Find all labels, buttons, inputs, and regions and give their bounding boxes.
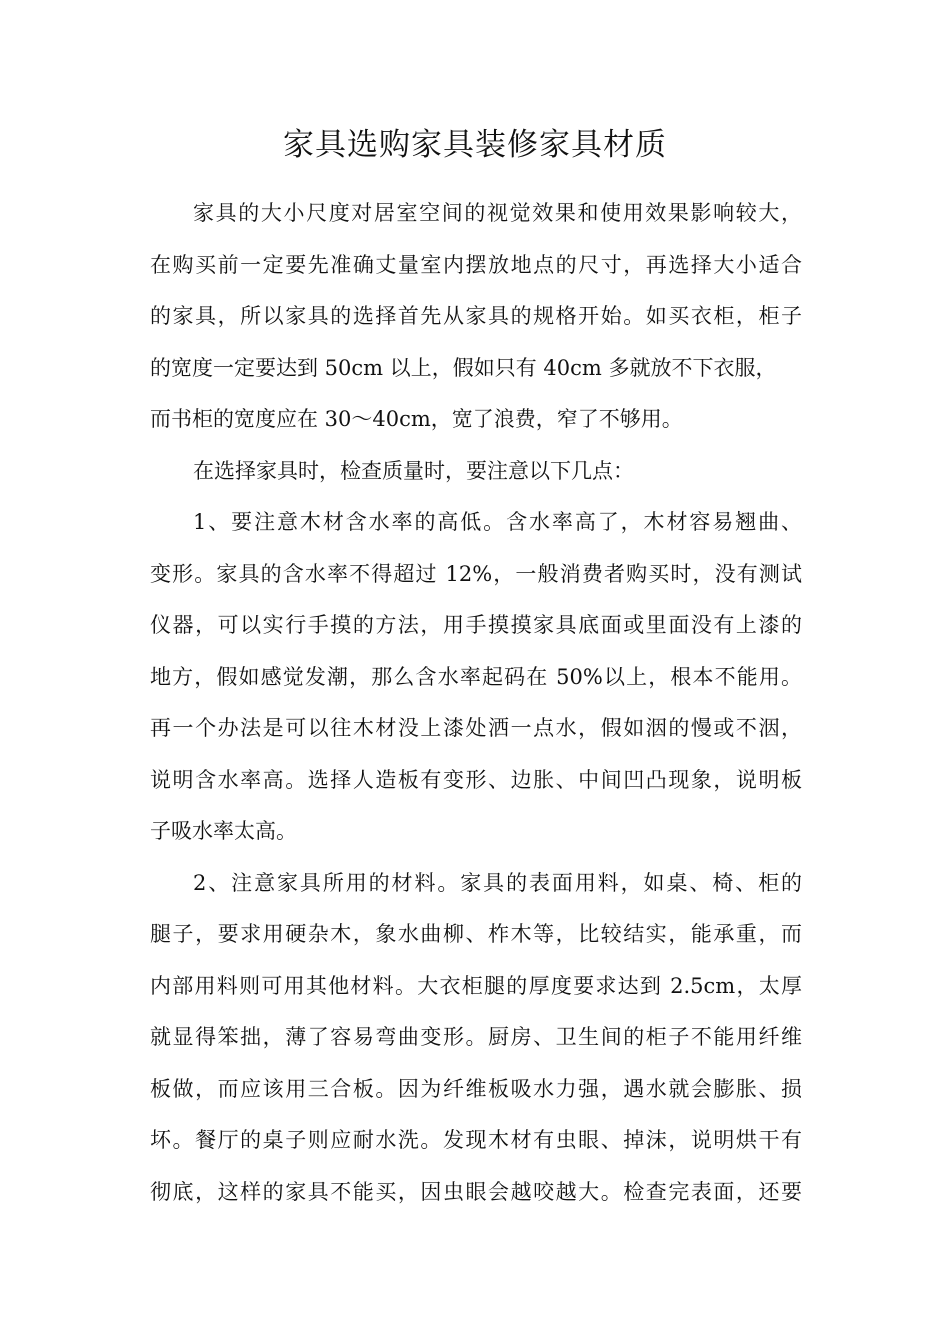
body-line: 而书柜的宽度应在 30～40cm，宽了浪费，窄了不够用。 (150, 407, 683, 431)
body-line: 腿子，要求用硬杂木，象水曲柳、柞木等，比较结实，能承重，而 (150, 922, 802, 946)
body-line: 子吸水率太高。 (150, 819, 297, 843)
body-line: 仪器，可以实行手摸的方法，用手摸摸家具底面或里面没有上漆的 (150, 613, 802, 637)
document-title: 家具选购家具装修家具材质 (283, 127, 667, 163)
body-line: 在选择家具时，检查质量时，要注意以下几点： (193, 458, 634, 483)
body-line: 变形。家具的含水率不得超过 12%，一般消费者购买时，没有测试 (150, 561, 802, 586)
body-line: 家具的大小尺度对居室空间的视觉效果和使用效果影响较大， (193, 201, 802, 225)
body-line: 再一个办法是可以往木材没上漆处洒一点水，假如洇的慢或不洇， (150, 716, 802, 740)
body-line: 地方，假如感觉发潮，那么含水率起码在 50%以上，根本不能用。 (150, 664, 802, 689)
body-line: 说明含水率高。选择人造板有变形、边胀、中间凹凸现象，说明板 (150, 767, 802, 792)
body-line: 1、要注意木材含水率的高低。含水率高了，木材容易翘曲、 (193, 510, 802, 534)
body-line: 的家具，所以家具的选择首先从家具的规格开始。如买衣柜，柜子 (150, 304, 802, 328)
body-line: 2、注意家具所用的材料。家具的表面用料，如桌、椅、柜的 (193, 870, 802, 895)
body-line: 在购买前一定要先准确丈量室内摆放地点的尺寸，再选择大小适合 (150, 252, 802, 277)
body-line: 坏。餐厅的桌子则应耐水洗。发现木材有虫眼、掉沫，说明烘干有 (150, 1128, 802, 1152)
body-line: 彻底，这样的家具不能买，因虫眼会越咬越大。检查完表面，还要 (150, 1179, 802, 1204)
document-body (150, 188, 802, 1218)
body-line: 板做，而应该用三合板。因为纤维板吸水力强，遇水就会膨胀、损 (150, 1076, 802, 1101)
body-line: 的宽度一定要达到 50cm 以上，假如只有 40cm 多就放不下衣服， (150, 355, 777, 380)
body-line: 就显得笨拙，薄了容易弯曲变形。厨房、卫生间的柜子不能用纤维 (150, 1025, 802, 1049)
body-line: 内部用料则可用其他材料。大衣柜腿的厚度要求达到 2.5cm，太厚 (150, 973, 802, 998)
